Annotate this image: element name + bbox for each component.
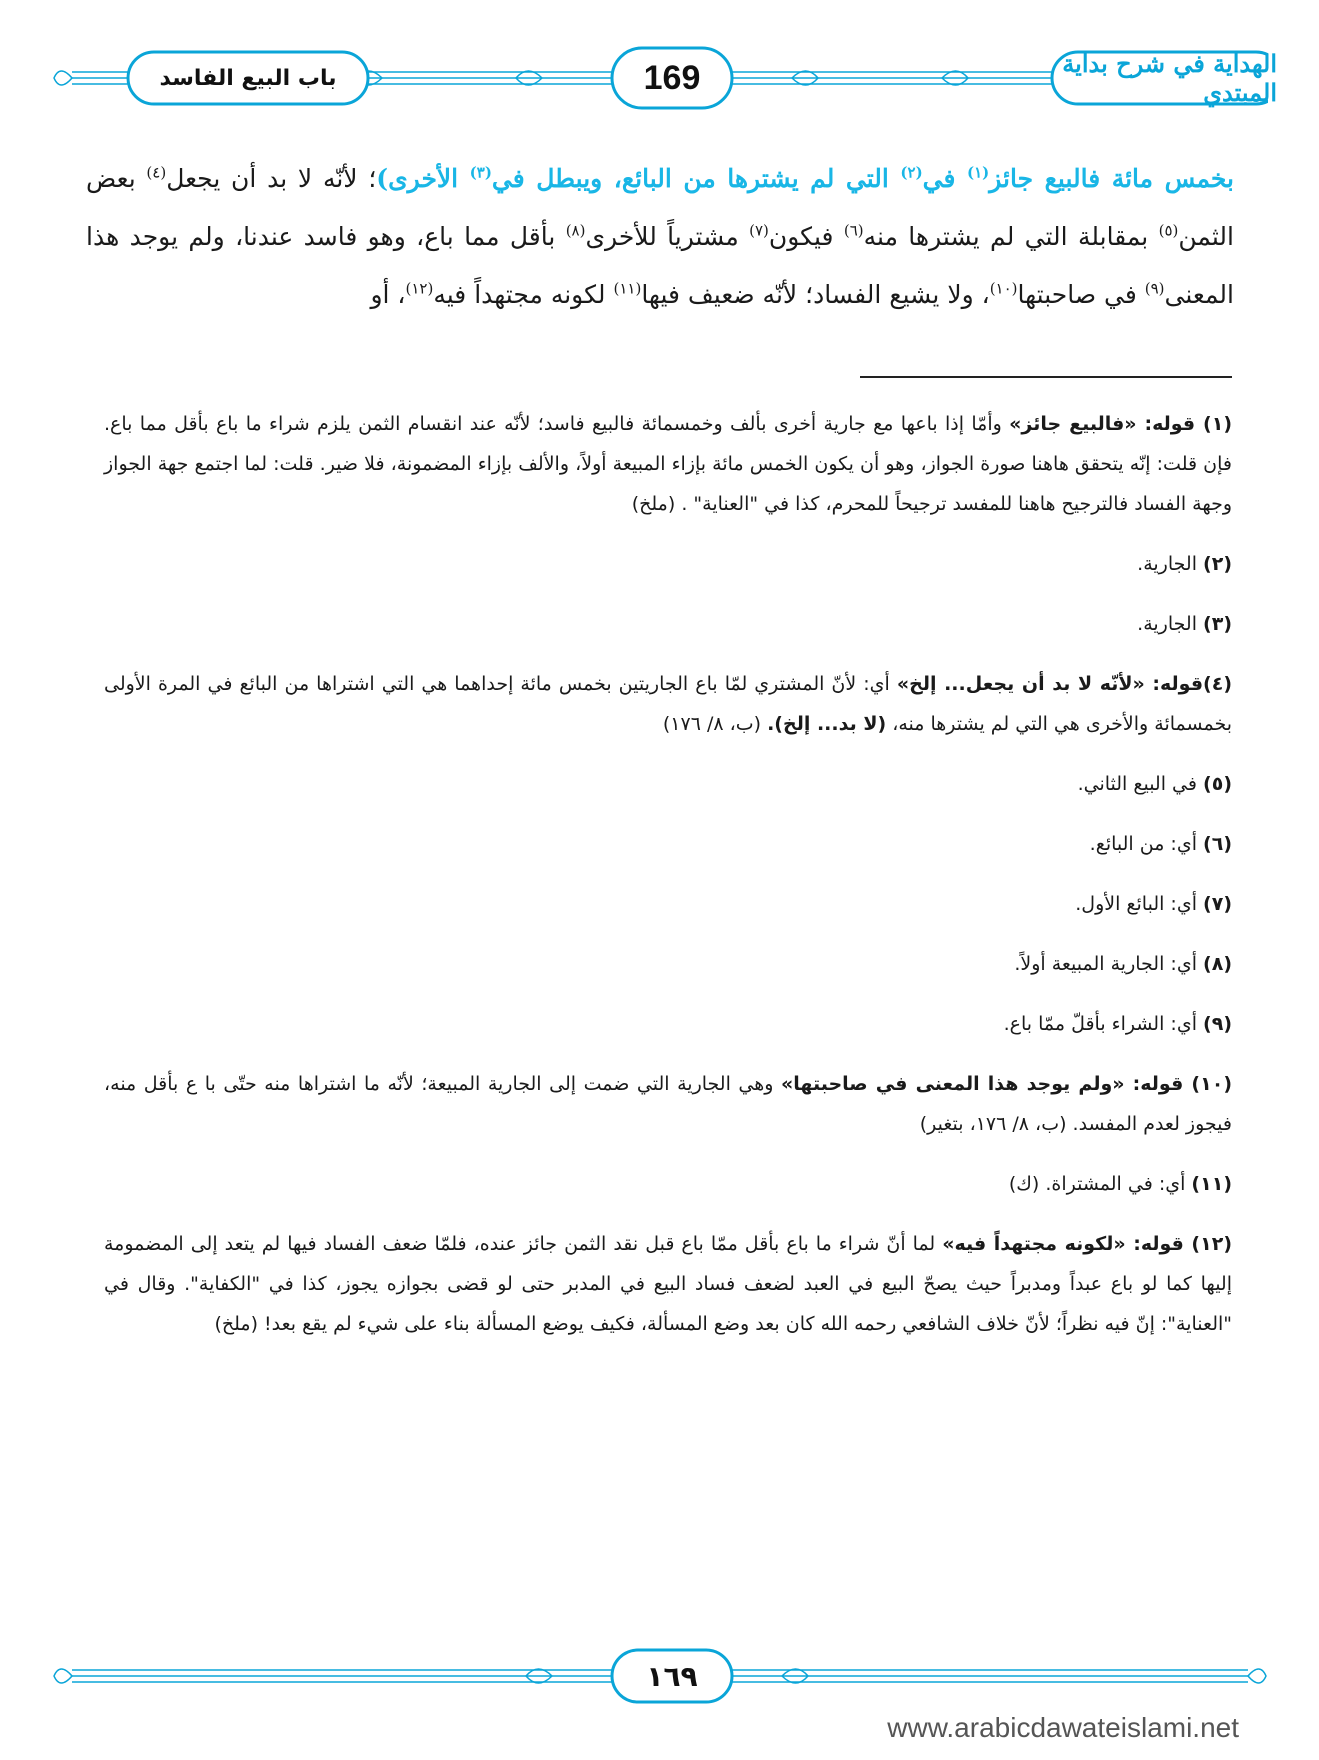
matn-text: الأخرى) <box>376 164 470 193</box>
footnote-separator <box>860 376 1232 378</box>
footnote-ref[interactable]: (٩) <box>1144 279 1165 298</box>
sharh-text: بمقابلة التي لم يشترها منه <box>863 222 1159 251</box>
footnote-number: (١) <box>1203 413 1232 435</box>
footnote-3 <box>104 604 1232 644</box>
footnote-ref[interactable]: (٧) <box>749 221 769 240</box>
footnote-text: أي: من البائع. <box>1089 833 1204 855</box>
footnote-lead: قوله: «فالبيع جائز» <box>1009 413 1204 435</box>
footnote-text: في البيع الثاني. <box>1077 773 1204 795</box>
book-title: الهداية في شرح بداية المبتدي <box>1062 49 1277 107</box>
footnote-text: أي: لأنّ المشتري لمّا باع الجاريتين بخمس مائة إحداهما هي التي اشتراها من البائع في المرة الأولى بخمسمائة والأخرى هي التي لم يشترها منه، <box>104 673 1232 735</box>
footnote-number: (٤) <box>1203 673 1232 695</box>
footnote-7 <box>104 884 1232 924</box>
footnote-ref[interactable]: (٨) <box>565 221 586 240</box>
matn-text: في <box>922 164 967 193</box>
footnote-text: وهي الجارية التي ضمت إلى الجارية المبيعة؛ لأنّه ما اشتراها منه حتّى با ع بأقل منه، فيجوز لعدم المفسد. (ب، ٨/ ١٧٦، بتغير) <box>104 1073 1232 1135</box>
footnote-ref[interactable]: (٣) <box>469 163 492 182</box>
matn-text: التي لم يشترها من البائع، ويبطل في <box>491 164 901 193</box>
footnote-text: وأمّا إذا باعها مع جارية أخرى بألف وخمسمائة فالبيع فاسد؛ لأنّه عند انقسام الثمن يلزم شراء ما باع بأقل مما باع. فإن قلت: إنّه يتحقق هاهنا صورة الجواز، وهو أن يكون الخمس مائة بإزاء المبيعة أولاً، والألف بإزاء المضمونة، فلا ضير. قلت: لما اجتمع جهة الجواز وجهة الفساد فالترجيح هاهنا للمفسد ترجيحاً للمحرم، كذا في "العناية" . (ملخ) <box>104 413 1232 515</box>
footnote-text: الجارية. <box>1137 613 1204 635</box>
page-footer <box>52 1646 1268 1706</box>
matn-text: بخمس مائة فالبيع جائز <box>989 164 1234 193</box>
sharh-text: مشترياً للأخرى <box>585 222 750 251</box>
footnote-lead: قوله: «ولم يوجد هذا المعنى في صاحبتها» <box>781 1073 1192 1095</box>
footnote-number: (٧) <box>1203 893 1232 915</box>
website-url[interactable]: www.arabicdawateislami.net <box>887 1712 1239 1743</box>
footnote-number: (٢) <box>1203 553 1232 575</box>
sharh-text: بأقل مما باع، وهو فاسد عندنا، ولم يوجد هذا المعنى <box>86 222 1234 309</box>
footnote-2 <box>104 544 1232 584</box>
footnote-text: أي: الجارية المبيعة أولاً. <box>1014 953 1204 975</box>
footnote-text: الجارية. <box>1137 553 1204 575</box>
footnote-lead: قوله: «لأنّه لا بد أن يجعل... إلخ» <box>896 673 1204 695</box>
sharh-text: ؛ لأنّه لا بد أن يجعل <box>166 164 377 193</box>
footnote-8 <box>104 944 1232 984</box>
footnote-source: (ب، ٨/ ١٧٦) <box>662 713 768 735</box>
footnote-10 <box>104 1064 1232 1144</box>
footnote-ref[interactable]: (١٠) <box>989 279 1018 298</box>
footnote-bold: (لا بد... إلخ). <box>767 713 887 735</box>
footnote-12 <box>104 1224 1232 1344</box>
sharh-text: لكونه مجتهداً فيه <box>433 280 614 309</box>
footnote-9 <box>104 1004 1232 1044</box>
footnote-text: أي: في المشتراة. (ك) <box>1008 1173 1192 1195</box>
footnotes <box>104 404 1232 1364</box>
sharh-text: في صاحبتها <box>1017 280 1145 309</box>
main-text <box>86 150 1234 324</box>
footnote-ref[interactable]: (٤) <box>146 163 167 182</box>
footnote-number: (٦) <box>1203 833 1232 855</box>
footnote-1 <box>104 404 1232 524</box>
footnote-text: أي: البائع الأول. <box>1075 893 1204 915</box>
footnote-ref[interactable]: (٦) <box>843 221 864 240</box>
footnote-number: (٥) <box>1203 773 1232 795</box>
footnote-11 <box>104 1164 1232 1204</box>
sharh-text: بعض الثمن <box>86 164 1234 251</box>
footnote-text: أي: الشراء بأقلّ ممّا باع. <box>1003 1013 1204 1035</box>
sharh-text: ، أو <box>370 280 406 309</box>
sharh-text: فيكون <box>768 222 844 251</box>
footnote-ref[interactable]: (١١) <box>613 279 642 298</box>
footnote-6 <box>104 824 1232 864</box>
footnote-number: (٣) <box>1203 613 1232 635</box>
chapter-title: باب البيع الفاسد <box>159 65 337 91</box>
footer-page-number: ١٦٩ <box>646 1659 698 1693</box>
footnote-ref[interactable]: (٥) <box>1158 221 1179 240</box>
footnote-number: (١٢) <box>1191 1233 1232 1255</box>
footnote-number: (٨) <box>1203 953 1232 975</box>
footnote-number: (٩) <box>1203 1013 1232 1035</box>
footnote-number: (١١) <box>1191 1173 1232 1195</box>
footnote-ref[interactable]: (١٢) <box>405 279 434 298</box>
footnote-5 <box>104 764 1232 804</box>
footnote-text: لما أنّ شراء ما باع بأقل ممّا باع قبل نقد الثمن جائز عنده، فلمّا ضعف الفساد فيها لم يتعد إلى المضمومة إليها كما لو باع عبداً ومدبراً حيث يصحّ البيع في العبد لضعف فساد البيع في المدبر حتى لو قضى بجوازه يجوز، كذا في "الكفاية". وقال في "العناية": إنّ فيه نظراً؛ لأنّ خلاف الشافعي رحمه الله كان بعد وضع المسألة، فكيف يوضع المسألة بناء على شيء لم يقع بعد! (ملخ) <box>104 1233 1232 1335</box>
footnote-4 <box>104 664 1232 744</box>
sharh-text: ، ولا يشيع الفساد؛ لأنّه ضعيف فيها <box>641 280 990 309</box>
footnote-ref[interactable]: (١) <box>966 163 990 182</box>
footnote-lead: قوله: «لكونه مجتهداً فيه» <box>942 1233 1192 1255</box>
page-number: 169 <box>643 58 701 97</box>
footnote-ref[interactable]: (٢) <box>900 163 923 182</box>
page-header <box>52 42 1277 114</box>
footnote-number: (١٠) <box>1191 1073 1232 1095</box>
